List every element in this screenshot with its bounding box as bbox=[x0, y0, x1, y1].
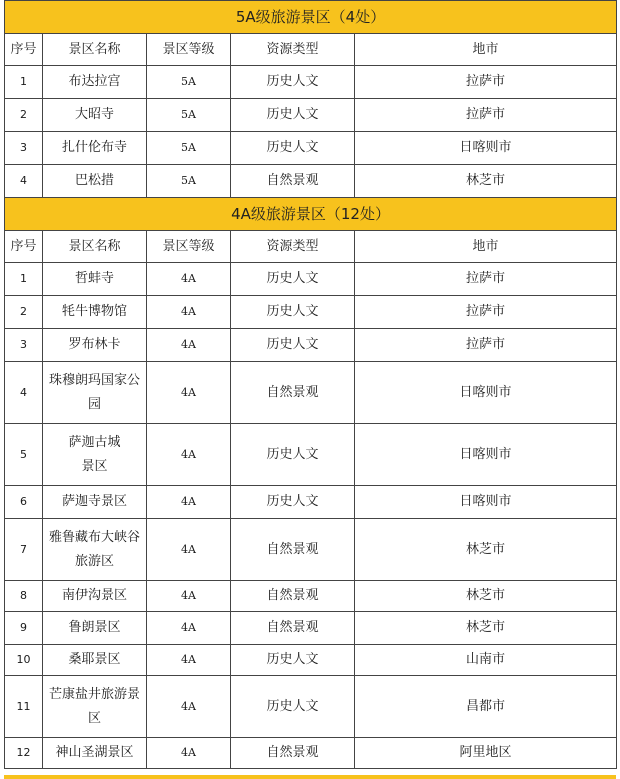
row-type: 自然景观 bbox=[231, 362, 355, 424]
row-name: 芒康盐井旅游景区 bbox=[43, 676, 147, 738]
row-level: 4A bbox=[147, 676, 231, 738]
row-no: 11 bbox=[5, 676, 43, 738]
header-row-4a bbox=[5, 231, 617, 263]
row-city: 日喀则市 bbox=[355, 132, 617, 165]
section-title-row-5a bbox=[5, 1, 617, 34]
row-name: 巴松措 bbox=[43, 165, 147, 198]
row-no: 2 bbox=[5, 296, 43, 329]
col-header-type: 资源类型 bbox=[231, 34, 355, 66]
col-header-type: 资源类型 bbox=[231, 231, 355, 263]
row-level: 5A bbox=[147, 99, 231, 132]
row-name: 大昭寺 bbox=[43, 99, 147, 132]
row-name: 牦牛博物馆 bbox=[43, 296, 147, 329]
row-level: 5A bbox=[147, 66, 231, 99]
row-name: 神山圣湖景区 bbox=[43, 738, 147, 769]
row-name: 珠穆朗玛国家公园 bbox=[43, 362, 147, 424]
row-city: 山南市 bbox=[355, 645, 617, 676]
row-name: 雅鲁藏布大峡谷旅游区 bbox=[43, 519, 147, 581]
row-name: 罗布林卡 bbox=[43, 329, 147, 362]
row-no: 1 bbox=[5, 66, 43, 99]
row-type: 自然景观 bbox=[231, 519, 355, 581]
row-no: 2 bbox=[5, 99, 43, 132]
row-no: 9 bbox=[5, 612, 43, 645]
row-level: 4A bbox=[147, 612, 231, 645]
col-header-level: 景区等级 bbox=[147, 231, 231, 263]
row-no: 3 bbox=[5, 329, 43, 362]
row-no: 1 bbox=[5, 263, 43, 296]
row-no: 7 bbox=[5, 519, 43, 581]
row-type: 历史人文 bbox=[231, 66, 355, 99]
row-name: 萨迦古城景区 bbox=[43, 424, 147, 486]
row-city: 拉萨市 bbox=[355, 66, 617, 99]
section-title-4a: 4A级旅游景区（12处） bbox=[5, 198, 617, 231]
table-row bbox=[5, 165, 617, 198]
row-no: 6 bbox=[5, 486, 43, 519]
row-no: 10 bbox=[5, 645, 43, 676]
row-type: 历史人文 bbox=[231, 132, 355, 165]
col-header-city: 地市 bbox=[355, 34, 617, 66]
table-row bbox=[5, 738, 617, 769]
row-type: 历史人文 bbox=[231, 424, 355, 486]
row-type: 自然景观 bbox=[231, 581, 355, 612]
table-row bbox=[5, 263, 617, 296]
section-title-5a: 5A级旅游景区（4处） bbox=[5, 1, 617, 34]
table-row bbox=[5, 329, 617, 362]
row-name: 扎什伦布寺 bbox=[43, 132, 147, 165]
row-city: 拉萨市 bbox=[355, 329, 617, 362]
row-city: 日喀则市 bbox=[355, 362, 617, 424]
row-city: 林芝市 bbox=[355, 581, 617, 612]
row-level: 4A bbox=[147, 296, 231, 329]
row-level: 4A bbox=[147, 738, 231, 769]
row-type: 自然景观 bbox=[231, 165, 355, 198]
col-header-name: 景区名称 bbox=[43, 231, 147, 263]
row-type: 历史人文 bbox=[231, 263, 355, 296]
row-level: 4A bbox=[147, 424, 231, 486]
row-city: 日喀则市 bbox=[355, 486, 617, 519]
row-city: 阿里地区 bbox=[355, 738, 617, 769]
col-header-name: 景区名称 bbox=[43, 34, 147, 66]
table-row bbox=[5, 424, 617, 486]
row-name: 萨迦寺景区 bbox=[43, 486, 147, 519]
col-header-city: 地市 bbox=[355, 231, 617, 263]
table-body bbox=[5, 1, 617, 769]
row-city: 拉萨市 bbox=[355, 99, 617, 132]
row-level: 4A bbox=[147, 263, 231, 296]
row-level: 4A bbox=[147, 519, 231, 581]
row-no: 3 bbox=[5, 132, 43, 165]
row-no: 12 bbox=[5, 738, 43, 769]
row-name: 哲蚌寺 bbox=[43, 263, 147, 296]
row-type: 历史人文 bbox=[231, 296, 355, 329]
table-row bbox=[5, 132, 617, 165]
table-row bbox=[5, 486, 617, 519]
row-name: 布达拉宫 bbox=[43, 66, 147, 99]
row-no: 4 bbox=[5, 362, 43, 424]
row-type: 历史人文 bbox=[231, 645, 355, 676]
row-city: 日喀则市 bbox=[355, 424, 617, 486]
row-level: 5A bbox=[147, 165, 231, 198]
row-type: 自然景观 bbox=[231, 612, 355, 645]
section-title-row-4a bbox=[5, 198, 617, 231]
table-row bbox=[5, 645, 617, 676]
row-level: 4A bbox=[147, 486, 231, 519]
row-level: 5A bbox=[147, 132, 231, 165]
row-level: 4A bbox=[147, 581, 231, 612]
table-row bbox=[5, 612, 617, 645]
row-no: 4 bbox=[5, 165, 43, 198]
row-city: 林芝市 bbox=[355, 612, 617, 645]
row-level: 4A bbox=[147, 362, 231, 424]
table-row bbox=[5, 362, 617, 424]
row-type: 历史人文 bbox=[231, 486, 355, 519]
row-city: 拉萨市 bbox=[355, 263, 617, 296]
row-city: 昌都市 bbox=[355, 676, 617, 738]
row-name: 南伊沟景区 bbox=[43, 581, 147, 612]
header-row-5a bbox=[5, 34, 617, 66]
bottom-accent-bar bbox=[4, 775, 616, 779]
scenic-areas-table bbox=[4, 0, 617, 769]
row-level: 4A bbox=[147, 645, 231, 676]
row-type: 历史人文 bbox=[231, 99, 355, 132]
row-name: 桑耶景区 bbox=[43, 645, 147, 676]
table-row bbox=[5, 296, 617, 329]
row-no: 8 bbox=[5, 581, 43, 612]
col-header-no: 序号 bbox=[5, 34, 43, 66]
table-row bbox=[5, 66, 617, 99]
row-city: 林芝市 bbox=[355, 519, 617, 581]
row-no: 5 bbox=[5, 424, 43, 486]
table-row bbox=[5, 676, 617, 738]
row-type: 历史人文 bbox=[231, 676, 355, 738]
row-city: 拉萨市 bbox=[355, 296, 617, 329]
row-name: 鲁朗景区 bbox=[43, 612, 147, 645]
row-type: 历史人文 bbox=[231, 329, 355, 362]
table-row bbox=[5, 581, 617, 612]
table-row bbox=[5, 99, 617, 132]
row-type: 自然景观 bbox=[231, 738, 355, 769]
col-header-level: 景区等级 bbox=[147, 34, 231, 66]
col-header-no: 序号 bbox=[5, 231, 43, 263]
row-level: 4A bbox=[147, 329, 231, 362]
table-row bbox=[5, 519, 617, 581]
row-city: 林芝市 bbox=[355, 165, 617, 198]
